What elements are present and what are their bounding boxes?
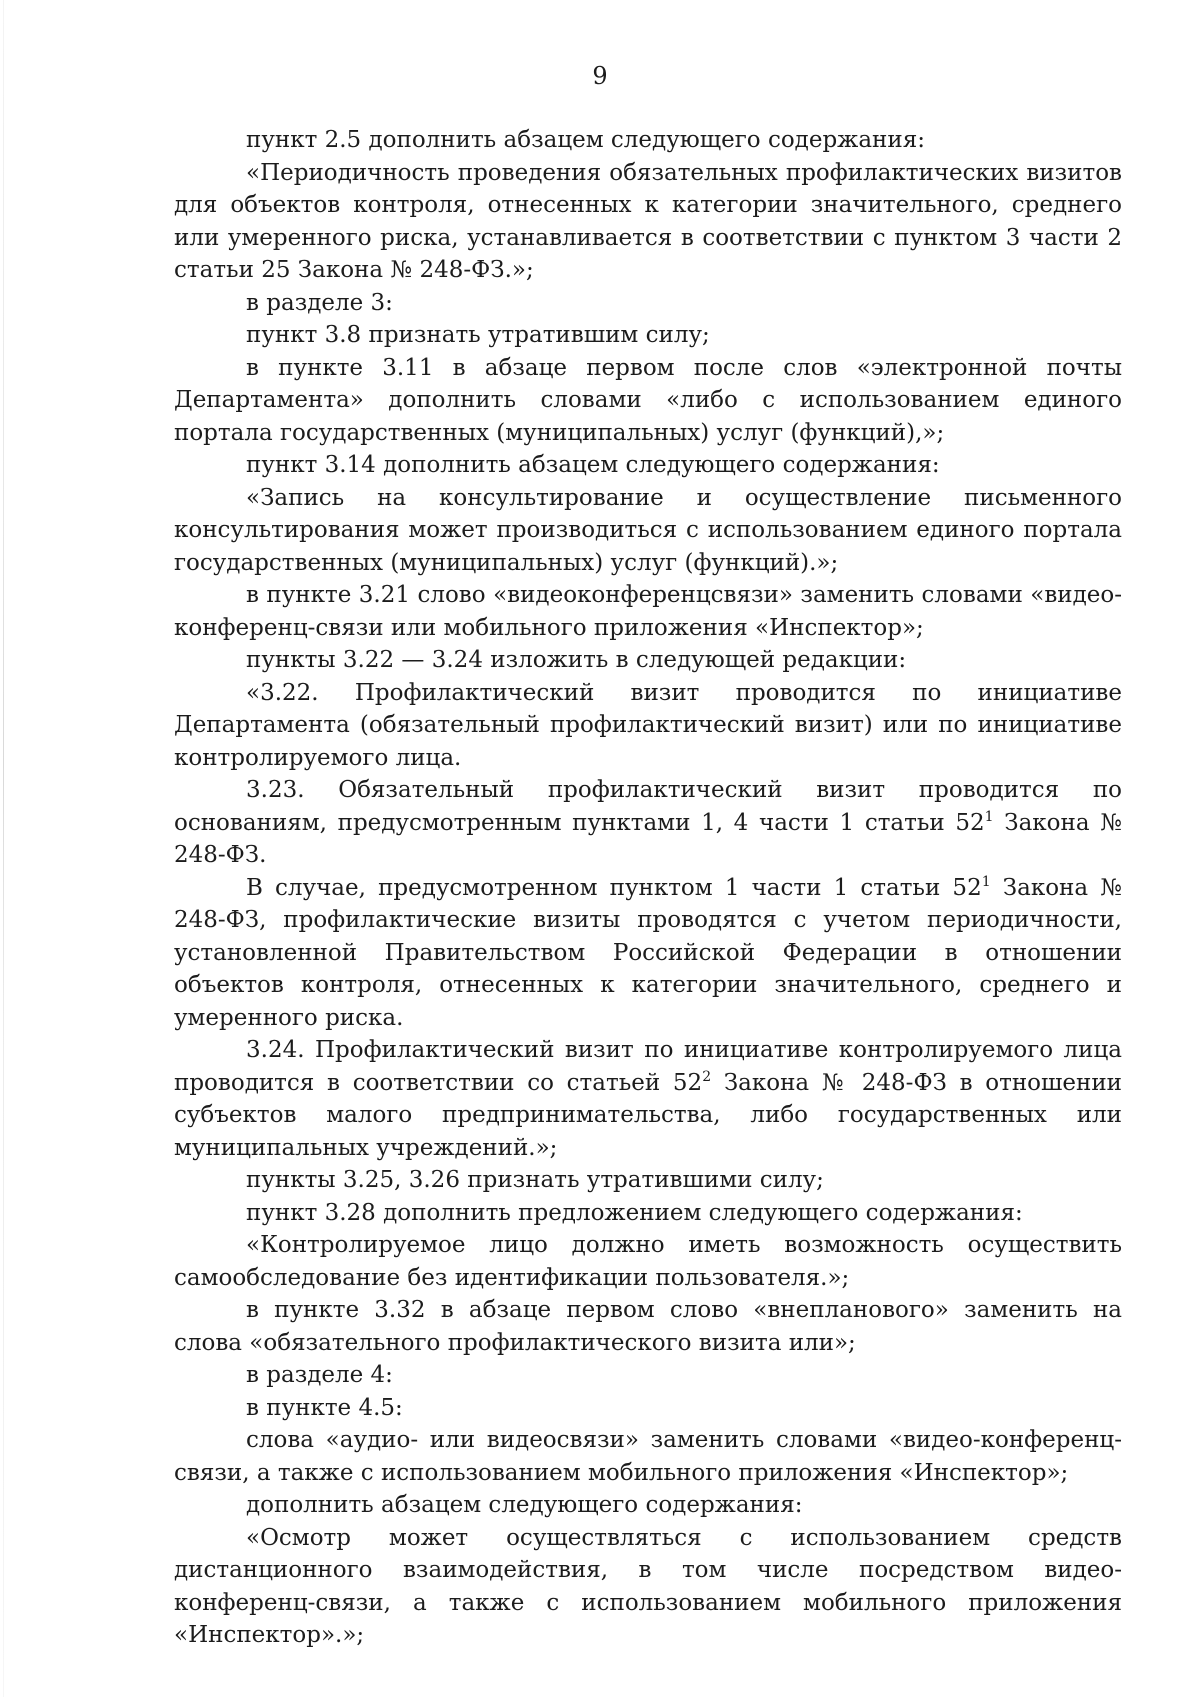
paragraph: «Запись на консультирование и осуществление письменного консультирования может производиться с использованием единого портала государственных (муниципальных) услуг (функций).»; — [174, 484, 1122, 576]
paragraph: в пункте 4.5: — [246, 1394, 403, 1421]
paragraph: «Контролируемое лицо должно иметь возможность осуществить самообследование без идентификации пользователя.»; — [174, 1232, 1122, 1291]
paragraph: пункты 3.22 — 3.24 изложить в следующей редакции: — [246, 647, 907, 673]
paragraph: слова «аудио- или видеосвязи» заменить словами «видео-конференц-связи, а также с использованием мобильного приложения «Инспектор»; — [174, 1427, 1122, 1486]
paragraph: пункт 2.5 дополнить абзацем следующего содержания: — [246, 127, 925, 153]
paragraph: пункт 3.8 признать утратившим силу; — [246, 322, 710, 348]
superscript: 2 — [702, 1068, 712, 1085]
document-body — [174, 124, 1122, 1652]
scan-edge-shadow — [3, 0, 4, 1697]
paragraph: в пункте 3.32 в абзаце первом слово «внепланового» заменить на слова «обязательного профилактического визита или»; — [174, 1297, 1122, 1356]
paragraph: в разделе 3: — [246, 289, 393, 316]
paragraph: пункт 3.14 дополнить абзацем следующего содержания: — [246, 452, 940, 478]
paragraph: «3.22. Профилактический визит проводится по инициативе Департамента (обязательный профилактический визит) или по инициативе контролируемого лица. — [174, 679, 1122, 771]
paragraph: «Периодичность проведения обязательных профилактических визитов для объектов контроля, отнесенных к категории значительного, среднего или умеренного риска, устанавливается в соответствии с пунктом 3 части 2 статьи 25 Закона № 248-ФЗ.»; — [174, 159, 1122, 283]
paragraph: В случае, предусмотренном пунктом 1 части 1 статьи $52^1$ Закона № 248-ФЗ, профилактические визиты проводятся с учетом периодичности, установленной Правительством Российской Федерации в отношении объектов контроля, отнесенных к категории значительного, среднего и умеренного риска. — [174, 873, 1122, 1031]
paragraph: «Осмотр может осуществляться с использованием средств дистанционного взаимодействия, в том числе посредством видео-конференц-связи, а также с использованием мобильного приложения «Инспектор».»; — [174, 1524, 1122, 1648]
paragraph: в разделе 4: — [246, 1362, 393, 1388]
paragraph: 3.23. Обязательный профилактический визит проводится по основаниям, предусмотренным пунктами 1, 4 части 1 статьи $52^1$ Закона № 248-ФЗ. — [174, 777, 1122, 868]
paragraph: пункты 3.25, 3.26 признать утратившими силу; — [246, 1167, 824, 1193]
paragraph: 3.24. Профилактический визит по инициативе контролируемого лица проводится в соответствии со статьей $52^2$ Закона № 248-ФЗ в отношении субъектов малого предпринимательства, либо государственных или муниципальных учреждений.»; — [174, 1037, 1122, 1161]
paragraph: в пункте 3.21 слово «видеоконференцсвязи» заменить словами «видео-конференц-связи или мобильного приложения «Инспектор»; — [174, 582, 1122, 641]
page-number: 9 — [592, 62, 608, 90]
paragraph: пункт 3.28 дополнить предложением следующего содержания: — [246, 1199, 1023, 1226]
superscript: 1 — [981, 873, 991, 890]
superscript: 1 — [984, 808, 994, 825]
paragraph: дополнить абзацем следующего содержания: — [246, 1492, 803, 1518]
paragraph: в пункте 3.11 в абзаце первом после слов «электронной почты Департамента» дополнить словами «либо с использованием единого портала государственных (муниципальных) услуг (функций),»; — [174, 354, 1122, 446]
